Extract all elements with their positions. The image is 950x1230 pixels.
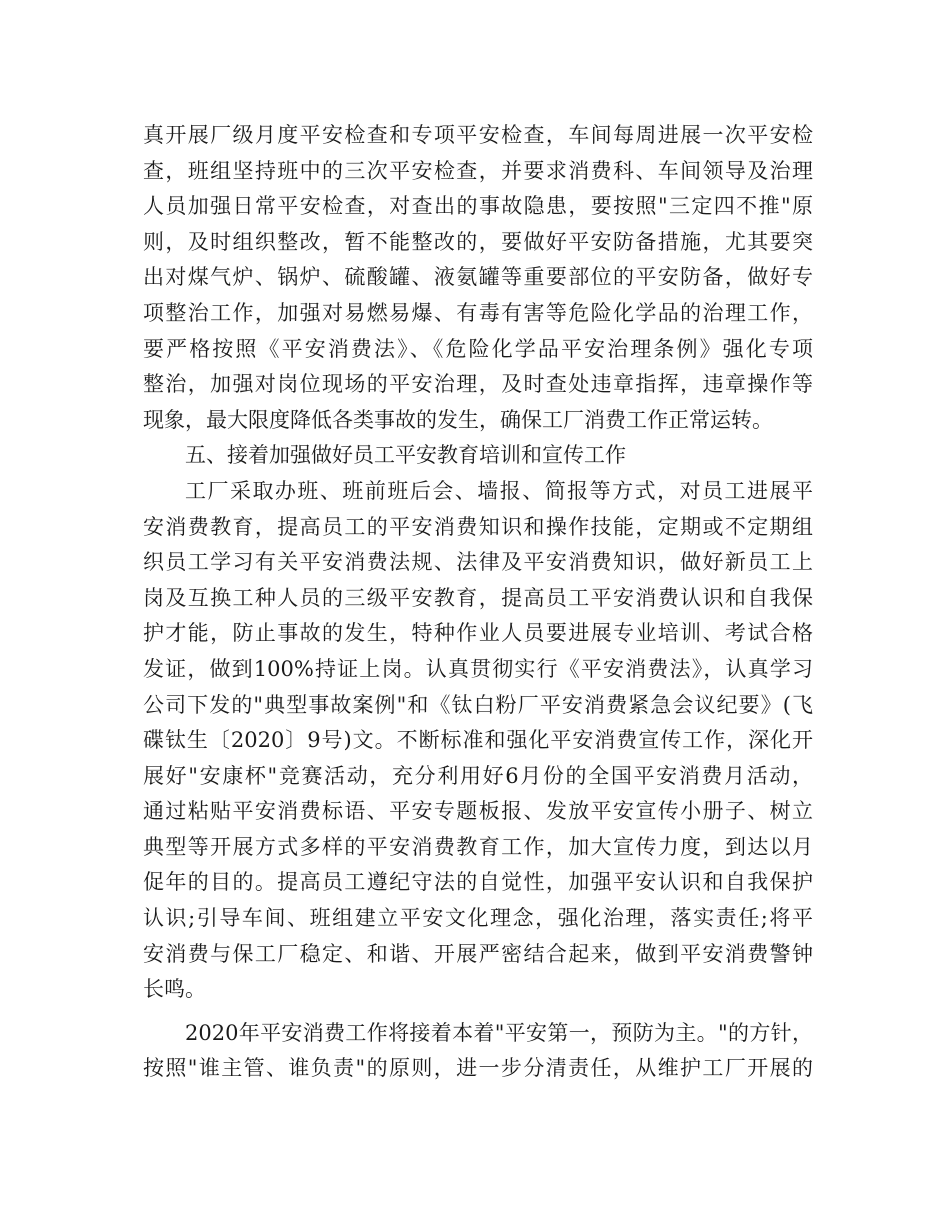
text-line: 按照"谁主管、谁负责"的原则，进一步分清责任，从维护工厂开展的	[143, 1056, 813, 1081]
text-line: 安消费教育，提高员工的平安消费知识和操作技能，定期或不定期组	[143, 514, 813, 539]
text-line: 碟钛生〔2020〕9号)文。不断标准和强化平安消费宣传工作，深化开	[143, 728, 813, 753]
text-line: 认识;引导车间、班组建立平安文化理念，强化治理，落实责任;将平	[143, 906, 813, 931]
text-line: 人员加强日常平安检查，对查出的事故隐患，要按照"三定四不推"原	[143, 194, 813, 219]
text-line: 安消费与保工厂稳定、和谐、开展严密结合起来，做到平安消费警钟	[143, 941, 813, 966]
text-line: 项整治工作，加强对易燃易爆、有毒有害等危险化学品的治理工作，	[143, 300, 813, 325]
text-line: 要严格按照《平安消费法》、《危险化学品平安治理条例》强化专项	[143, 336, 813, 361]
text-line: 促年的目的。提高员工遵纪守法的自觉性，加强平安认识和自我保护	[143, 870, 813, 895]
text-line: 通过粘贴平安消费标语、平安专题板报、发放平安宣传小册子、树立	[143, 799, 813, 824]
text-line: 工厂采取办班、班前班后会、墙报、简报等方式，对员工进展平	[185, 478, 813, 503]
text-line: 真开展厂级月度平安检查和专项平安检查，车间每周进展一次平安检	[143, 123, 813, 147]
text-line: 织员工学习有关平安消费法规、法律及平安消费知识，做好新员工上	[143, 550, 813, 575]
text-line: 发证，做到100%持证上岗。认真贯彻实行《平安消费法》，认真学习	[143, 656, 813, 681]
text-line: 整治，加强对岗位现场的平安治理，及时查处违章指挥，违章操作等	[143, 372, 813, 397]
text-line: 公司下发的"典型事故案例"和《钛白粉厂平安消费紧急会议纪要》(飞	[143, 692, 813, 717]
text-line: 岗及互换工种人员的三级平安教育，提高员工平安消费认识和自我保	[143, 585, 813, 610]
text-line: 出对煤气炉、锅炉、硫酸罐、液氨罐等重要部位的平安防备，做好专	[143, 265, 813, 290]
section-heading: 五、接着加强做好员工平安教育培训和宣传工作	[185, 443, 626, 468]
text-line: 典型等开展方式多样的平安消费教育工作，加大宣传力度，到达以月	[143, 834, 813, 859]
text-line: 现象，最大限度降低各类事故的发生，确保工厂消费工作正常运转。	[143, 407, 773, 432]
document-body	[143, 118, 813, 1087]
text-line: 护才能，防止事故的发生，特种作业人员要进展专业培训、考试合格	[143, 621, 813, 646]
text-line: 2020年平安消费工作将接着本着"平安第一，预防为主。"的方针，	[185, 1020, 813, 1045]
text-line: 则，及时组织整改，暂不能整改的，要做好平安防备措施，尤其要突	[143, 229, 813, 254]
text-line: 展好"安康杯"竞赛活动，充分利用好6月份的全国平安消费月活动，	[143, 763, 813, 788]
text-line: 查，班组坚持班中的三次平安检查，并要求消费科、车间领导及治理	[143, 158, 813, 183]
text-line: 长鸣。	[143, 977, 206, 1002]
